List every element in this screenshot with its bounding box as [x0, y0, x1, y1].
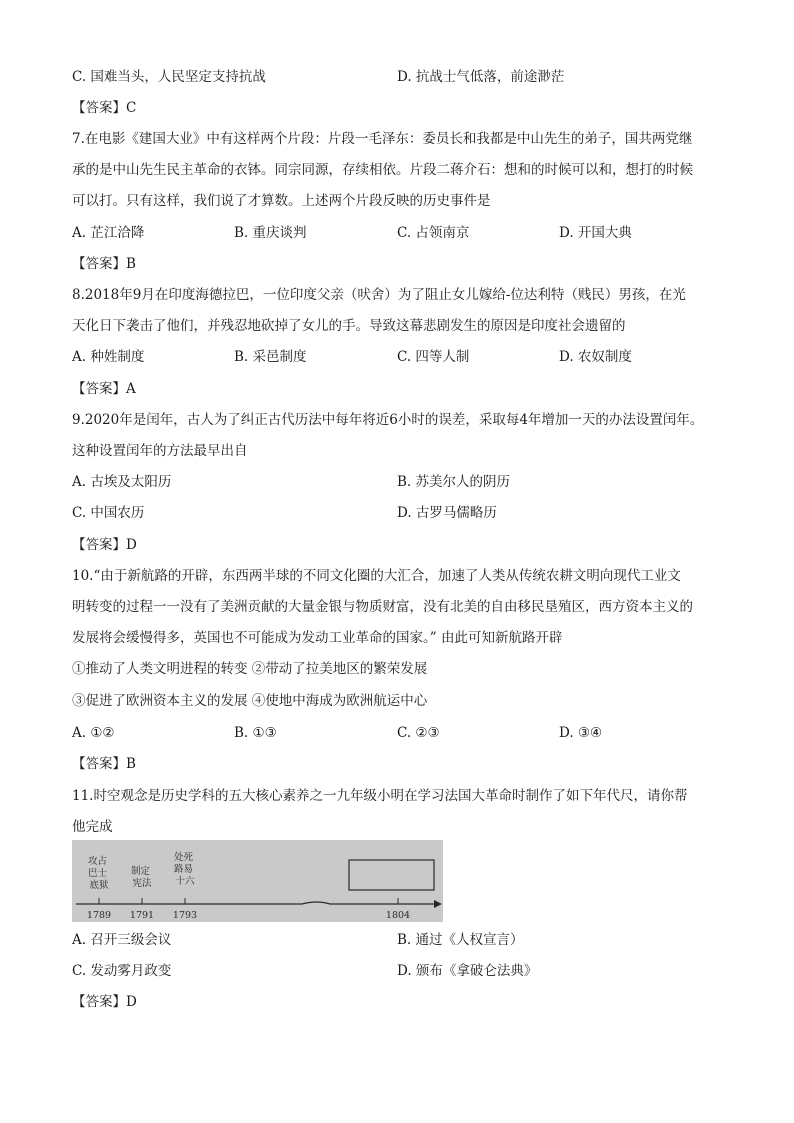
- q8-option-b: B. 采邑制度: [234, 349, 307, 365]
- q7-text-line-3: 可以打。只有这样，我们说了才算数。上述两个片段反映的历史事件是: [72, 193, 491, 209]
- timeline-year-1804: 1804: [385, 910, 411, 921]
- q9-option-d: D. 古罗马儒略历: [397, 505, 497, 521]
- q6-answer: 【答案】C: [72, 100, 137, 116]
- q6-option-c: C. 国难当头，人民坚定支持抗战: [72, 69, 266, 85]
- q11-option-c: C. 发动雾月政变: [72, 963, 172, 979]
- q7-option-b: B. 重庆谈判: [234, 225, 307, 241]
- q11-text-line-1: 11.时空观念是历史学科的五大核心素养之一九年级小明在学习法国大革命时制作了如下年代尺，请你帮: [72, 788, 688, 804]
- q11-option-b: B. 通过《人权宣言）: [397, 932, 524, 948]
- timeline-axis: [76, 902, 434, 904]
- q7-text-line-1: 7.在电影《建国大业》中有这样两个片段：片段一毛泽东：委员长和我都是中山先生的弟子，国共两党继: [72, 131, 693, 147]
- q8-text-line-2: 天化日下袭击了他们，并残忍地砍掉了女儿的手。导致这幕悲剧发生的原因是印度社会遗留的: [72, 318, 626, 334]
- q10-option-d: D. ③④: [559, 725, 603, 741]
- q10-option-a: A. ①②: [72, 725, 115, 741]
- q8-option-c: C. 四等人制: [397, 349, 470, 365]
- q7-text-line-2: 承的是中山先生民主革命的衣钵。同宗同源，存续相依。片段二蒋介石：想和的时候可以和，想打的时候: [72, 162, 693, 178]
- q11-option-d: D. 颁布《拿破仑法典》: [397, 963, 538, 979]
- q11-text-line-2: 他完成: [72, 819, 113, 835]
- q7-answer: 【答案】B: [72, 256, 136, 272]
- q9-answer: 【答案】D: [72, 537, 137, 553]
- timeline-year-1791: 1791: [129, 910, 155, 921]
- q10-answer: 【答案】B: [72, 756, 136, 772]
- timeline-svg: [72, 840, 443, 922]
- q10-option-c: C. ②③: [397, 725, 440, 741]
- q10-statement-line-1: ①推动了人类文明进程的转变 ②带动了拉美地区的繁荣发展: [72, 661, 428, 677]
- q11-option-a: A. 召开三级会议: [72, 932, 172, 948]
- q6-option-d: D. 抗战士气低落，前途渺茫: [397, 69, 565, 85]
- q9-option-b: B. 苏美尔人的阴历: [397, 474, 511, 490]
- timeline-year-1789: 1789: [86, 910, 112, 921]
- timeline-figure: [72, 840, 443, 922]
- q8-option-d: D. 农奴制度: [559, 349, 632, 365]
- q11-answer: 【答案】D: [72, 994, 137, 1010]
- timeline-arrow-icon: [434, 900, 442, 908]
- timeline-event-1793-label: 处死 路易 十六: [173, 852, 195, 887]
- timeline-event-1789-label: 攻占 巴士 底狱: [87, 856, 109, 891]
- q7-option-a: A. 芷江洽降: [72, 225, 145, 241]
- q9-option-a: A. 古埃及太阳历: [72, 474, 172, 490]
- timeline-blank-box: [349, 860, 434, 890]
- q9-text-line-2: 这种设置闰年的方法最早出自: [72, 443, 248, 459]
- q9-text-line-1: 9.2020年是闰年，古人为了纠正古代历法中每年将近6小时的误差，采取每4年增加一天的办法设置闰年。: [72, 412, 704, 428]
- timeline-year-1793: 1793: [172, 910, 198, 921]
- q8-option-a: A. 种姓制度: [72, 349, 145, 365]
- q8-text-line-1: 8.2018年9月在印度海德拉巴，一位印度父亲（吠舍）为了阻止女儿嫁给-位达利特（贱民）男孩，在光: [72, 287, 686, 303]
- timeline-event-1791-label: 制定 宪法: [130, 866, 152, 889]
- q10-text-line-3: 发展将会缓慢得多，英国也不可能成为发动工业革命的国家。” 由此可知新航路开辟: [72, 630, 563, 646]
- q7-option-d: D. 开国大典: [559, 225, 632, 241]
- q10-text-line-2: 明转变的过程一一没有了美洲贡献的大量金银与物质财富，没有北美的自由移民垦殖区，西方资本主义的: [72, 599, 693, 615]
- q10-option-b: B. ①③: [234, 725, 277, 741]
- q7-option-c: C. 占领南京: [397, 225, 470, 241]
- q8-answer: 【答案】A: [72, 381, 136, 397]
- q10-statement-line-2: ③促进了欧洲资本主义的发展 ④使地中海成为欧洲航运中心: [72, 693, 428, 709]
- q10-text-line-1: 10.“由于新航路的开辟，东西两半球的不同文化圈的大汇合，加速了人类从传统农耕文明向现代工业文: [72, 568, 681, 584]
- q9-option-c: C. 中国农历: [72, 505, 145, 521]
